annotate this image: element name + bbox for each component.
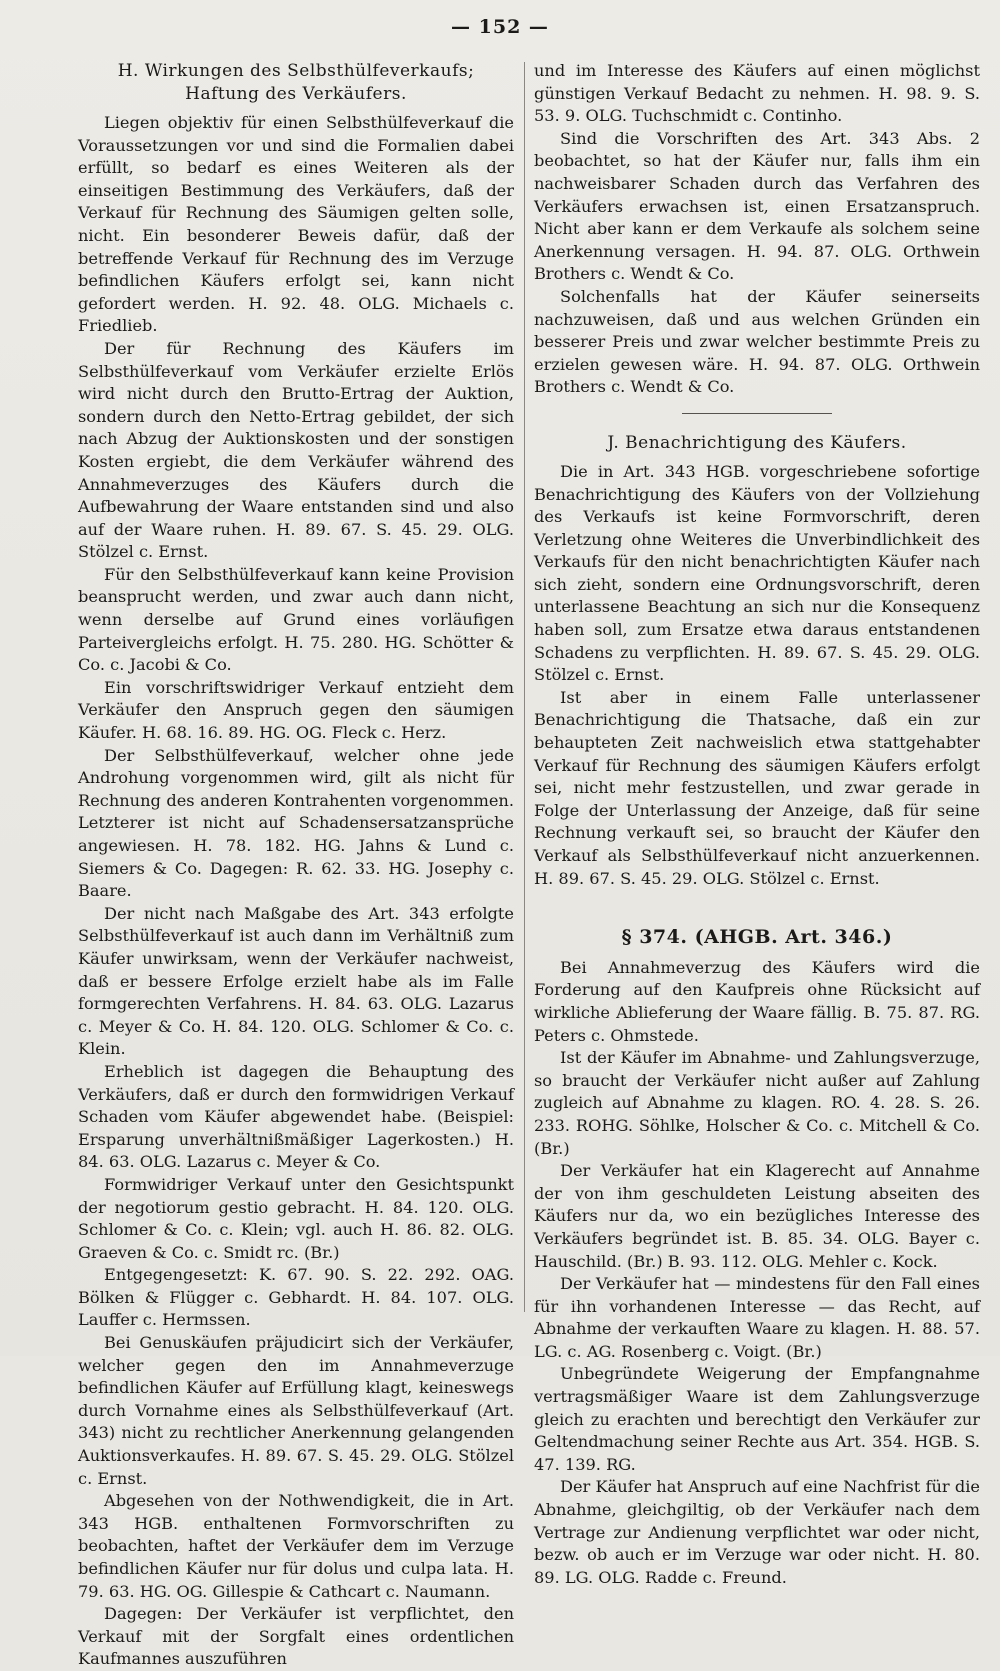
paragraph: Dagegen: Der Verkäufer ist verpflichtet, den Verkauf mit der Sorgfalt eines ordentlichen Kaufmannes auszuführen (78, 1604, 514, 1669)
paragraph: Ist der Käufer im Abnahme- und Zahlungsverzuge, so braucht der Verkäufer nicht außer auf Zahlung zugleich auf Abnahme zu klagen. RO. 4. 28. S. 26. 233. ROHG. Söhlke, Holscher & Co. c. Mitchell & Co. (Br.) (534, 1048, 980, 1158)
section-rule (682, 413, 832, 414)
paragraph: Ist aber in einem Falle unterlassener Benachrichtigung die Thatsache, daß ein zur behaupteten Zeit nachweislich etwa stattgehabter Verkauf für Rechnung des säumigen Käufers erfolgt sei, nicht mehr festzustellen, und zwar gerade in Folge der Unterlassung der Anzeige, daß für seine Rechnung verkauft sei, so braucht der Käufer den Verkauf als Selbsthülfeverkauf nicht anzuerkennen. H. 89. 67. S. 45. 29. OLG. Stölzel c. Ernst. (534, 687, 980, 888)
paragraph: Bei Annahmeverzug des Käufers wird die Forderung auf den Kaufpreis ohne Rücksicht auf wirkliche Ablieferung der Waare fällig. B. 75. 87. RG. Peters c. Ohmstede. (534, 957, 980, 1045)
left-column (78, 60, 514, 1671)
paragraph: Der für Rechnung des Käufers im Selbsthülfeverkauf vom Verkäufer erzielte Erlös wird nicht durch den Brutto-Ertrag der Auktion, sondern durch den Netto-Ertrag gebildet, der sich nach Abzug der Auktionskosten und der sonstigen Kosten ergiebt, die dem Verkäufer während des Annahmeverzuges des Käufers durch die Aufbewahrung der Waare entstanden sind und also auf der Waare ruhen. H. 89. 67. S. 45. 29. OLG. Stölzel c. Ernst. (78, 338, 514, 562)
section-heading-j: J. Benachrichtigung des Käufers. (607, 432, 907, 453)
page-number: — 152 — (451, 16, 549, 38)
paragraph: Der Käufer hat Anspruch auf eine Nachfrist für die Abnahme, gleichgiltig, ob der Verkäufer nach dem Vertrage zur Andienung verpflichtet war oder nicht, bezw. ob auch er im Verzuge war oder nicht. H. 80. 89. LG. OLG. Radde c. Freund. (534, 1477, 980, 1587)
paragraph: Abgesehen von der Nothwendigkeit, die in Art. 343 HGB. enthaltenen Formvorschriften zu beobachten, haftet der Verkäufer dem im Verzuge befindlichen Käufer nur für dolus und culpa lata. H. 79. 63. HG. OG. Gillespie & Cathcart c. Naumann. (78, 1491, 514, 1601)
paragraph-heading-374: § 374. (AHGB. Art. 346.) (621, 926, 893, 949)
paragraph: Formwidriger Verkauf unter den Gesichtspunkt der negotiorum gestio gebracht. H. 84. 120. OLG. Schlomer & Co. c. Klein; vgl. auch H. 86. 82. OLG. Graeven & Co. c. Smidt rc. (Br.) (78, 1174, 514, 1262)
paragraph: Für den Selbsthülfeverkauf kann keine Provision beansprucht werden, und zwar auch dann nicht, wenn derselbe auf Grund eines vorläufigen Parteivergleichs erfolgt. H. 75. 280. HG. Schötter & Co. c. Jacobi & Co. (78, 564, 514, 675)
paragraph: Der nicht nach Maßgabe des Art. 343 erfolgte Selbsthülfeverkauf ist auch dann im Verhältniß zum Käufer unwirksam, wenn der Verkäufer nachweist, daß er bessere Erfolge erzielt habe als im Falle formgerechten Verfahrens. H. 84. 63. OLG. Lazarus c. Meyer & Co. H. 84. 120. OLG. Schlomer & Co. c. Klein. (78, 903, 514, 1059)
paragraph-continued: und im Interesse des Käufers auf einen möglichst günstigen Verkauf Bedacht zu nehmen. H. 98. 9. S. 53. 9. OLG. Tuchschmidt c. Continho. (534, 61, 980, 126)
paragraph: Der Verkäufer hat ein Klagerecht auf Annahme der von ihm geschuldeten Leistung abseiten des Käufers nur da, wo ein bezügliches Interesse des Verkäufers begründet ist. B. 85. 34. OLG. Bayer c. Hauschild. (Br.) B. 93. 112. OLG. Mehler c. Kock. (534, 1161, 980, 1271)
paragraph: Der Verkäufer hat — mindestens für den Fall eines für ihn vorhandenen Interesse — das Recht, auf Abnahme der verkauften Waare zu klagen. H. 88. 57. LG. c. AG. Rosenberg c. Voigt. (Br.) (534, 1274, 980, 1361)
paragraph: Die in Art. 343 HGB. vorgeschriebene sofortige Benachrichtigung des Käufers von der Vollziehung des Verkaufs ist keine Formvorschrift, deren Verletzung ohne Weiteres die Unverbindlichkeit des Verkaufs für den nicht benachrichtigten Käufer nach sich zieht, sondern eine Ordnungsvorschrift, deren unterlassene Beachtung an sich nur die Konsequenz haben soll, zum Ersatze etwa daraus entstandenen Schadens zu verpflichten. H. 89. 67. S. 45. 29. OLG. Stölzel c. Ernst. (534, 461, 980, 685)
paragraph: Ein vorschriftswidriger Verkauf entzieht dem Verkäufer den Anspruch gegen den säumigen Käufer. H. 68. 16. 89. HG. OG. Fleck c. Herz. (78, 677, 514, 743)
paragraph: Bei Genuskäufen präjudicirt sich der Verkäufer, welcher gegen den im Annahmeverzuge befindlichen Käufer auf Erfüllung klagt, keineswegs durch Vornahme eines als Selbsthülfeverkauf (Art. 343) nicht zu rechtlicher Anerkennung gelangenden Auktionsverkaufes. H. 89. 67. S. 45. 29. OLG. Stölzel c. Ernst. (78, 1333, 514, 1488)
paragraph: Unbegründete Weigerung der Empfangnahme vertragsmäßiger Waare ist dem Zahlungsverzuge gleich zu erachten und berechtigt den Verkäufer zur Geltendmachung seiner Rechte aus Art. 354. HGB. S. 47. 139. RG. (534, 1364, 980, 1474)
paragraph: Sind die Vorschriften des Art. 343 Abs. 2 beobachtet, so hat der Käufer nur, falls ihm ein nachweisbarer Schaden durch das Verfahren des Verkäufers erwachsen ist, einen Ersatzanspruch. Nicht aber kann er dem Verkaufe als solchem seine Anerkennung versagen. H. 94. 87. OLG. Orthwein Brothers c. Wendt & Co. (534, 128, 980, 284)
paragraph: Erheblich ist dagegen die Behauptung des Verkäufers, daß er durch den formwidrigen Verkauf Schaden vom Käufer abgewendet habe. (Beispiel: Ersparung unverhältnißmäßiger Lagerkosten.) H. 84. 63. OLG. Lazarus c. Meyer & Co. (78, 1061, 514, 1172)
paragraph: Entgegengesetzt: K. 67. 90. S. 22. 292. OAG. Bölken & Flügger c. Gebhardt. H. 84. 107. OLG. Lauffer c. Hermssen. (78, 1265, 514, 1330)
column-divider (524, 62, 525, 1312)
right-column (534, 60, 980, 1589)
paragraph: Solchenfalls hat der Käufer seinerseits nachzuweisen, daß und aus welchen Gründen ein besserer Preis und zwar welcher bestimmte Preis zu erzielen gewesen wäre. H. 94. 87. OLG. Orthwein Brothers c. Wendt & Co. (534, 286, 980, 397)
paragraph: Liegen objektiv für einen Selbsthülfeverkauf die Voraussetzungen vor und sind die Formalien dabei erfüllt, so bedarf es eines Weiteren als der einseitigen Bestimmung des Verkäufers, daß der Verkauf für Rechnung des Säumigen gelten solle, nicht. Ein besonderer Beweis dafür, daß der betreffende Verkauf für Rechnung des im Verzuge befindlichen Käufers erfolgt sei, kann nicht gefordert werden. H. 92. 48. OLG. Michaels c. Friedlieb. (78, 113, 514, 336)
paragraph: Der Selbsthülfeverkauf, welcher ohne jede Androhung vorgenommen wird, gilt als nicht für Rechnung des anderen Kontrahenten vorgenommen. Letzterer ist nicht auf Schadensersatzansprüche angewiesen. H. 78. 182. HG. Jahns & Lund c. Siemers & Co. Dagegen: R. 62. 33. HG. Josephy c. Baare. (78, 745, 514, 901)
section-heading-h: H. Wirkungen des Selbsthülfeverkaufs; Haftung des Verkäufers. (117, 61, 475, 104)
